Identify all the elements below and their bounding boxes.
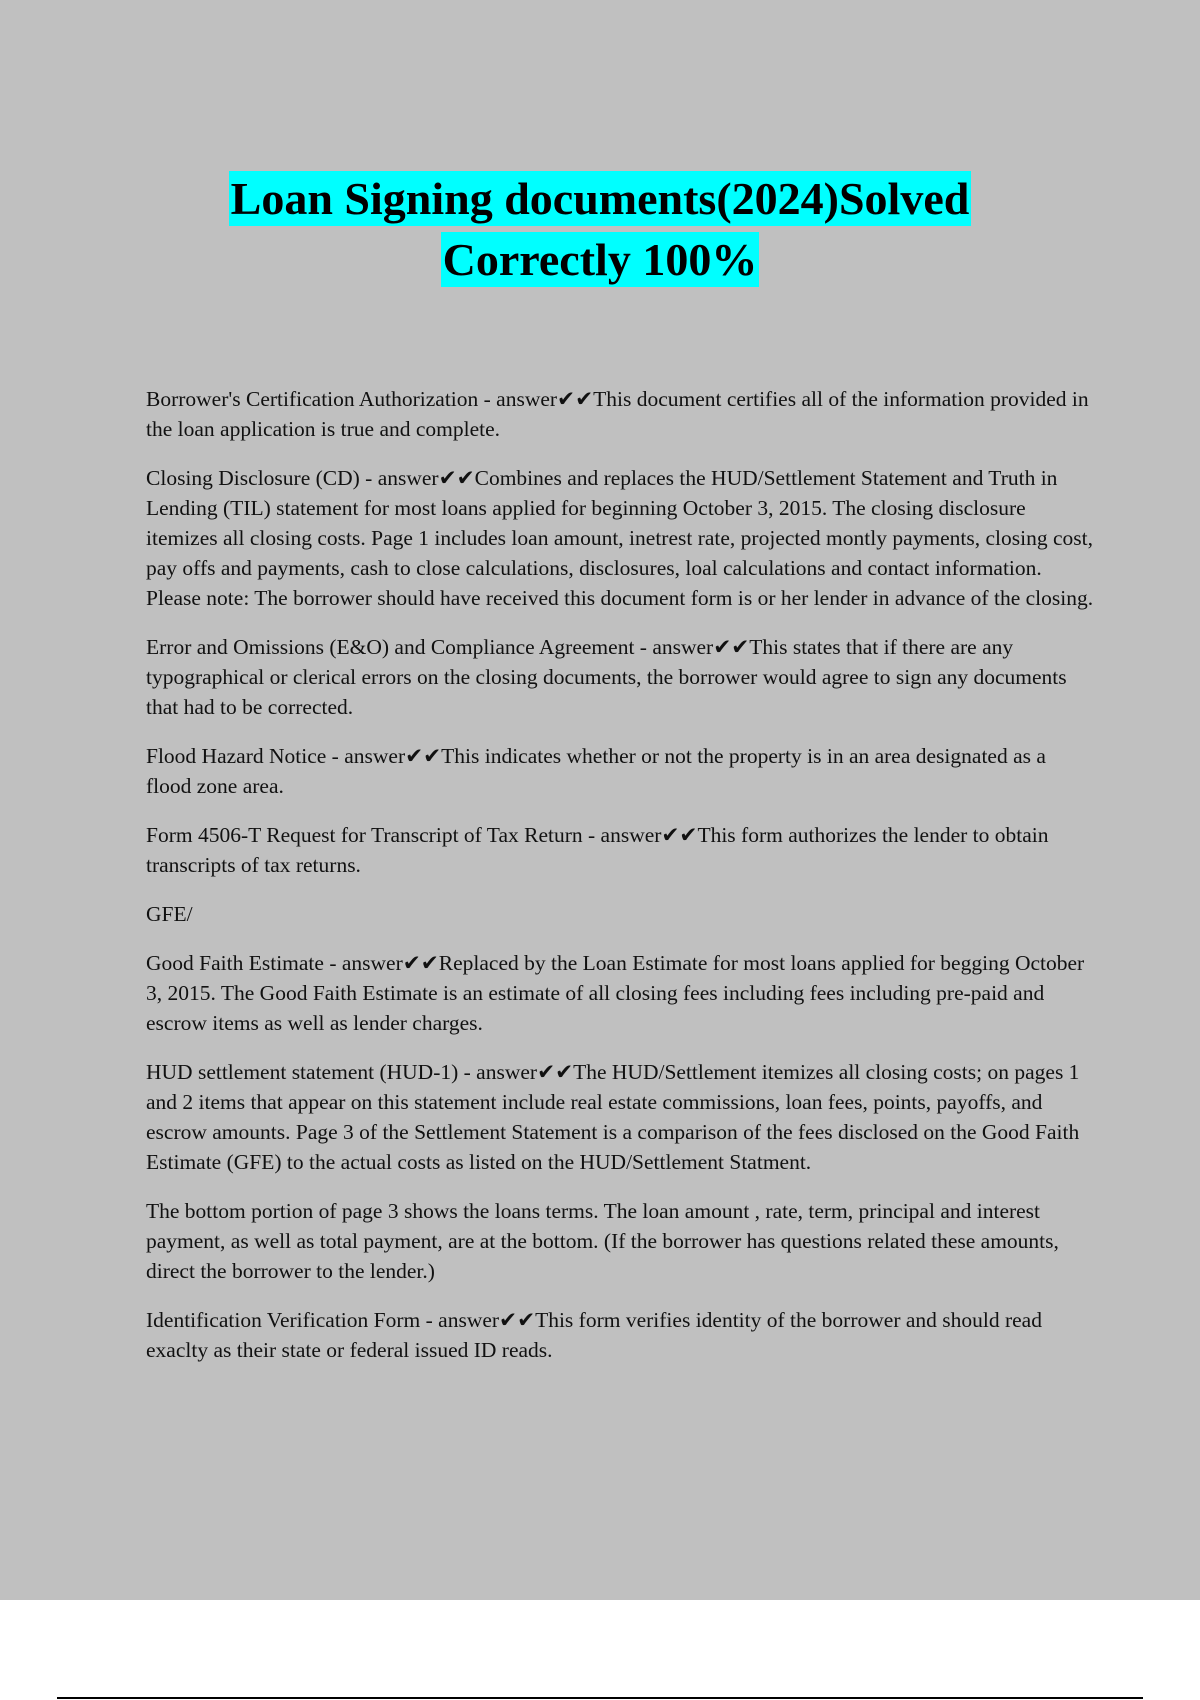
paragraph-gfe: GFE/ — [146, 902, 193, 926]
paragraph-closing-disclosure: Closing Disclosure (CD) - answer✔✔Combines and replaces the HUD/Settlement Statement and Truth in Lending (TIL) statement for most loans applied for beginning October 3, 2015. The closing disclosure itemizes all closing costs. Page 1 includes loan amount, inetrest rate, projected montly payments, closing cost, pay offs and payments, cash to close calculations, disclosures, loal calculations and contact information. Please note: The borrower should have received this document form is or her lender in advance of the closing. — [146, 466, 1094, 610]
paragraph-borrowers-certification: Borrower's Certification Authorization - answer✔✔This document certifies all of the information provided in the loan application is true and complete. — [146, 387, 1089, 441]
title-line-2: Correctly 100% — [442, 234, 758, 285]
paragraph-hud-settlement: HUD settlement statement (HUD-1) - answer✔✔The HUD/Settlement itemizes all closing costs; on pages 1 and 2 items that appear on this statement include real estate commissions, loan fees, points, payoffs, and escrow amounts. Page 3 of the Settlement Statement is a comparison of the fees disclosed on the Good Faith Estimate (GFE) to the actual costs as listed on the HUD/Settlement Statment. — [146, 1060, 1080, 1174]
paragraph-flood-hazard: Flood Hazard Notice - answer✔✔This indicates whether or not the property is in an area designated as a flood zone area. — [146, 744, 1046, 798]
document-title — [0, 168, 1200, 290]
document-body — [146, 384, 1096, 1384]
paragraph-good-faith-estimate: Good Faith Estimate - answer✔✔Replaced by the Loan Estimate for most loans applied for begging October 3, 2015. The Good Faith Estimate is an estimate of all closing fees including fees including pre-paid and escrow items as well as lender charges. — [146, 951, 1085, 1035]
paragraph-identification-verification: Identification Verification Form - answer✔✔This form verifies identity of the borrower and should read exaclty as their state or federal issued ID reads. — [146, 1308, 1042, 1362]
paragraph-bottom-page-3: The bottom portion of page 3 shows the loans terms. The loan amount , rate, term, principal and interest payment, as well as total payment, are at the bottom. (If the borrower has questions related these amounts, direct the borrower to the lender.) — [146, 1199, 1059, 1283]
footer-divider — [57, 1697, 1143, 1699]
paragraph-form-4506t: Form 4506-T Request for Transcript of Tax Return - answer✔✔This form authorizes the lender to obtain transcripts of tax returns. — [146, 823, 1049, 877]
title-line-1: Loan Signing documents(2024)Solved — [230, 173, 970, 224]
paragraph-errors-omissions: Error and Omissions (E&O) and Compliance Agreement - answer✔✔This states that if there are any typographical or clerical errors on the closing documents, the borrower would agree to sign any documents that had to be corrected. — [146, 635, 1067, 719]
